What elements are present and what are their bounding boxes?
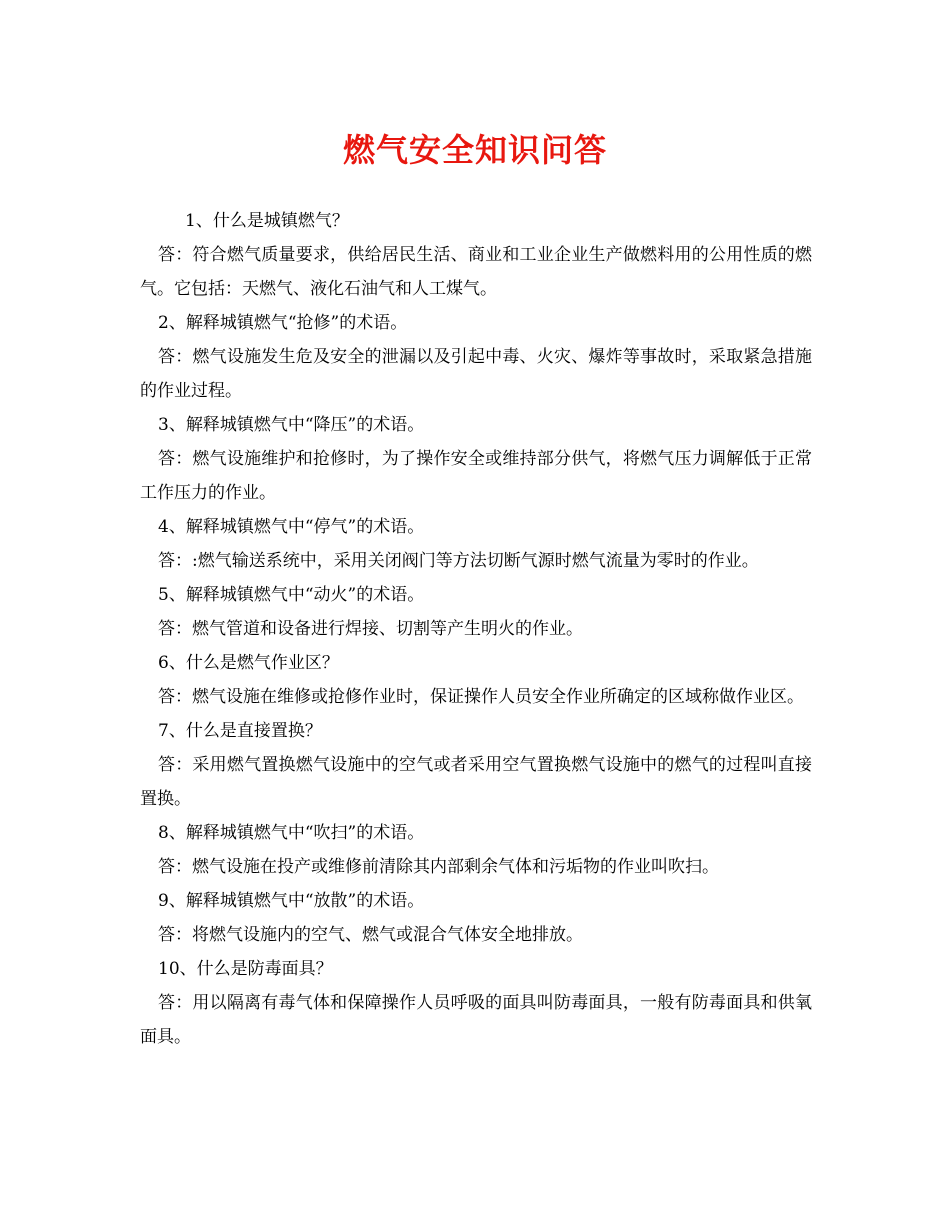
answer-8: 答：燃气设施在投产或维修前清除其内部剩余气体和污垢物的作业叫吹扫。 <box>158 857 719 877</box>
answer-4: 答：:燃气输送系统中，采用关闭阀门等方法切断气源时燃气流量为零时的作业。 <box>158 551 759 571</box>
answer-5: 答：燃气管道和设备进行焊接、切割等产生明火的作业。 <box>158 619 583 639</box>
question-3: 3、解释城镇燃气中“降压”的术语。 <box>158 415 425 435</box>
question-10: 10、什么是防毒面具？ <box>158 959 333 979</box>
answer-2: 答：燃气设施发生危及安全的泄漏以及引起中毒、火灾、爆炸等事故时，采取紧急措施的作业过程。 <box>140 347 812 401</box>
question-2: 2、解释城镇燃气“抢修”的术语。 <box>158 313 408 333</box>
question-4: 4、解释城镇燃气中“停气”的术语。 <box>158 517 425 537</box>
answer-9: 答：将燃气设施内的空气、燃气或混合气体安全地排放。 <box>158 925 583 945</box>
question-5: 5、解释城镇燃气中“动火”的术语。 <box>158 585 425 605</box>
question-9: 9、解释城镇燃气中“放散”的术语。 <box>158 891 425 911</box>
answer-3: 答：燃气设施维护和抢修时，为了操作安全或维持部分供气，将燃气压力调解低于正常工作压力的作业。 <box>140 449 812 503</box>
document-title: 燃气安全知识问答 <box>342 131 607 169</box>
answer-1: 答：符合燃气质量要求，供给居民生活、商业和工业企业生产做燃料用的公用性质的燃气。它包括：天燃气、液化石油气和人工煤气。 <box>140 245 812 299</box>
answer-6: 答：燃气设施在维修或抢修作业时，保证操作人员安全作业所确定的区域称做作业区。 <box>158 687 804 707</box>
question-1: 1、什么是城镇燃气？ <box>185 211 349 231</box>
question-7: 7、什么是直接置换？ <box>158 721 322 741</box>
question-6: 6、什么是燃气作业区？ <box>158 653 339 673</box>
question-8: 8、解释城镇燃气中“吹扫”的术语。 <box>158 823 425 843</box>
document-body <box>140 204 812 1054</box>
answer-10: 答：用以隔离有毒气体和保障操作人员呼吸的面具叫防毒面具，一般有防毒面具和供氧面具。 <box>140 993 812 1047</box>
answer-7: 答：采用燃气置换燃气设施中的空气或者采用空气置换燃气设施中的燃气的过程叫直接置换。 <box>140 755 812 809</box>
